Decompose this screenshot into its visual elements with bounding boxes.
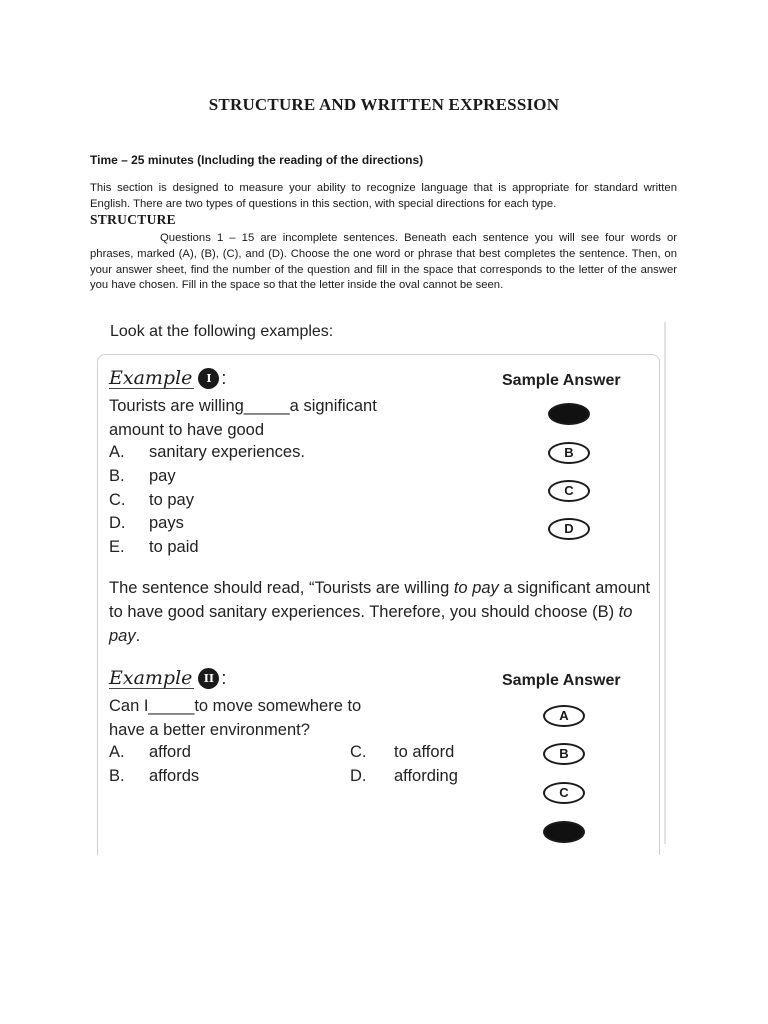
example-2-answer-oval-filled — [543, 821, 585, 843]
example-2-answer-oval-c: C — [543, 782, 585, 804]
example-2-option-a — [109, 743, 191, 762]
example-1-option-d — [109, 514, 184, 533]
example-1-sample-answer-label: Sample Answer — [502, 372, 621, 389]
option-text: pays — [149, 514, 184, 532]
examples-intro: Look at the following examples: — [110, 323, 334, 340]
explanation-answer: to pay — [109, 603, 633, 645]
example-2-option-d — [350, 767, 458, 786]
example-1-option-e — [109, 538, 199, 557]
page-title: STRUCTURE AND WRITTEN EXPRESSION — [208, 95, 560, 114]
option-letter: A. — [109, 443, 125, 461]
example-2-heading — [109, 668, 226, 689]
example-2-answer-oval-b: B — [543, 743, 585, 765]
option-text: to paid — [149, 538, 199, 556]
example-1-option-c — [109, 491, 194, 510]
example-1-question-line-2: amount to have good — [109, 421, 265, 439]
example-1-question-line-1: Tourists are willing_____a significant — [109, 397, 377, 415]
example-1-explanation — [109, 576, 654, 648]
explanation-text: The sentence should read, “Tourists are willing — [109, 579, 454, 597]
example-1-label: Example — [109, 366, 193, 389]
explanation-text: . — [135, 627, 141, 645]
option-letter: A. — [109, 743, 125, 761]
option-text: to pay — [149, 491, 194, 509]
option-text: to afford — [394, 743, 455, 761]
example-1-option-b — [109, 467, 176, 486]
option-text: affording — [394, 767, 458, 785]
time-limit: Time – 25 minutes (Including the reading of the directions) — [90, 153, 424, 167]
example-1-heading — [109, 368, 226, 389]
option-letter: B. — [109, 767, 125, 785]
option-text: pay — [149, 467, 176, 485]
option-text: afford — [149, 743, 191, 761]
example-2-question-line-1: Can I_____to move somewhere to — [109, 697, 362, 715]
option-letter: C. — [350, 743, 367, 761]
option-text: sanitary experiences. — [149, 443, 305, 461]
example-1-answer-oval-c: C — [548, 480, 590, 502]
example-1-answer-oval-d: D — [548, 518, 590, 540]
example-2-answer-oval-a: A — [543, 705, 585, 727]
structure-heading: STRUCTURE — [90, 212, 176, 227]
frame-edge — [664, 322, 666, 844]
example-2-option-c — [350, 743, 454, 762]
example-2-colon: : — [221, 668, 227, 688]
option-letter: E. — [109, 538, 125, 556]
explanation-answer: to pay — [453, 579, 499, 597]
example-1-option-a — [109, 443, 305, 462]
structure-directions: Questions 1 – 15 are incomplete sentences. Beneath each sentence you will see four words or phrases, marked (A), (B), (C), and (D). Choose the one word or phrase that best completes the sentence. Then, on your answer sheet, find the number of the question and fill in the space that corresponds to the letter of the answer you have chosen. Fill in the space so that the letter inside the oval cannot be seen. — [90, 232, 677, 292]
example-2-question-line-2: have a better environment? — [109, 721, 310, 739]
example-2-label: Example — [109, 666, 193, 689]
section-intro: This section is designed to measure your ability to recognize language that is appropriate for standard written English. There are two types of questions in this section, with special directions for each type. — [90, 182, 677, 210]
option-letter: D. — [109, 514, 126, 532]
example-1-number-badge: I — [198, 368, 219, 389]
option-letter: C. — [109, 491, 126, 509]
example-1-colon: : — [221, 368, 227, 388]
example-2-sample-answer-label: Sample Answer — [502, 672, 621, 689]
explanation-text: a significant amount to have good sanitary experiences. Therefore, you should choose (B) — [109, 579, 651, 621]
option-letter: D. — [350, 767, 367, 785]
example-1-answer-oval-filled — [548, 403, 590, 425]
example-2-number-badge: II — [198, 668, 219, 689]
example-1-answer-oval-b: B — [548, 442, 590, 464]
example-2-option-b — [109, 767, 199, 786]
option-text: affords — [149, 767, 200, 785]
option-letter: B. — [109, 467, 125, 485]
